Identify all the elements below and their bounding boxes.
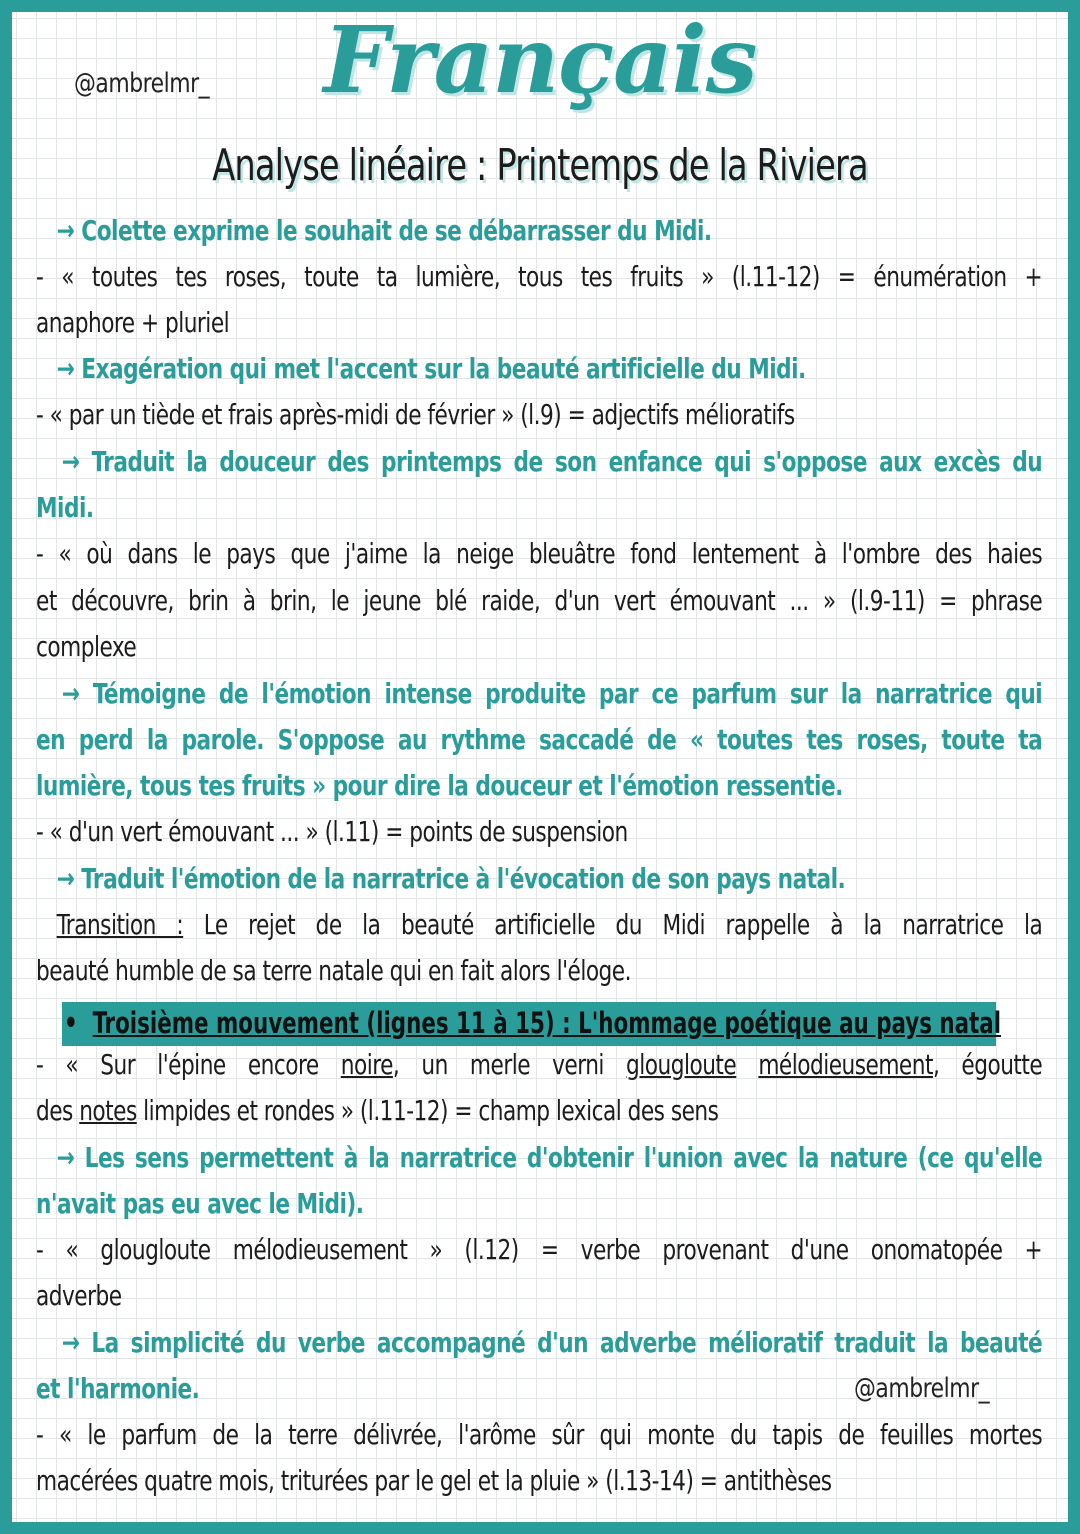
arrow-icon: → [56, 862, 75, 895]
author-handle-top: @ambrelmr_ [74, 68, 210, 99]
conclusion-line: lumière, tous tes fruits » pour dire la douceur et l'émotion ressentie. [36, 769, 843, 802]
quote-line: et découvre, brin à brin, le jeune blé raide, d'un vert émouvant ... » (l.9-11) = phrase [36, 584, 1043, 617]
conclusion-line: en perd la parole. S'oppose au rythme saccadé de « toutes tes roses, toute ta [36, 723, 1043, 756]
author-handle-bottom: @ambrelmr_ [854, 1373, 990, 1404]
arrow-icon: → [56, 352, 75, 385]
arrow-icon: → [61, 445, 80, 478]
transition-line: Transition : Le rejet de la beauté artificielle du Midi rappelle à la narratrice la [56, 908, 1043, 941]
quote-line: - « toutes tes roses, toute ta lumière, tous tes fruits » (l.11-12) = énumération + [36, 260, 1043, 293]
conclusion-line: et l'harmonie. [36, 1372, 200, 1405]
conclusion-line: → Colette exprime le souhait de se débarrasser du Midi. [36, 208, 1042, 254]
conclusion-line: → Les sens permettent à la narratrice d'obtenir l'union avec la nature (ce qu'elle [36, 1135, 1042, 1181]
quote-line: macérées quatre mois, triturées par le gel et la pluie » (l.13-14) = antithèses [36, 1464, 832, 1497]
page-title: Français [323, 12, 757, 114]
quote-line: - « par un tiède et frais après-midi de février » (l.9) = adjectifs mélioratifs [36, 398, 795, 431]
conclusion-line: n'avait pas eu avec le Midi). [36, 1187, 364, 1220]
arrow-icon: → [56, 1141, 75, 1174]
conclusion-line: → Témoigne de l'émotion intense produite par ce parfum sur la narratrice qui [36, 671, 1042, 717]
quote-line: des notes limpides et rondes » (l.11-12) = champ lexical des sens [36, 1094, 719, 1127]
quote-line: - « Sur l'épine encore noire, un merle verni glougloute mélodieusement, égoutte [36, 1048, 1043, 1081]
quote-line: - « glougloute mélodieusement » (l.12) = verbe provenant d'une onomatopée + [36, 1233, 1043, 1266]
conclusion-line: Midi. [36, 491, 94, 524]
transition-label: Transition : [56, 908, 184, 941]
quote-line: - « où dans le pays que j'aime la neige bleuâtre fond lentement à l'ombre des haies [36, 537, 1043, 570]
text-line: beauté humble de sa terre natale qui en fait alors l'éloge. [36, 954, 631, 987]
conclusion-line: → Traduit la douceur des printemps de son enfance qui s'oppose aux excès du [36, 439, 1042, 485]
arrow-icon: → [61, 677, 80, 710]
section-heading: • Troisième mouvement (lignes 11 à 15) : L'hommage poétique au pays natal [64, 1006, 1002, 1040]
conclusion-line: → Exagération qui met l'accent sur la beauté artificielle du Midi. [36, 346, 1042, 392]
page-subtitle: Analyse linéaire : Printemps de la Riviera [212, 140, 868, 191]
conclusion-line: → La simplicité du verbe accompagné d'un adverbe mélioratif traduit la beauté [36, 1320, 1042, 1366]
arrow-icon: → [61, 1326, 80, 1359]
text-line: complexe [36, 630, 137, 663]
conclusion-line: → Traduit l'émotion de la narratrice à l'évocation de son pays natal. [36, 856, 1042, 902]
text-line: adverbe [36, 1279, 122, 1312]
bullet-icon: • [64, 1006, 78, 1040]
quote-line: - « le parfum de la terre délivrée, l'arôme sûr qui monte du tapis de feuilles mortes [36, 1418, 1043, 1451]
text-line: anaphore + pluriel [36, 306, 230, 339]
arrow-icon: → [56, 214, 75, 247]
note-page [12, 12, 1068, 1522]
quote-line: - « d'un vert émouvant ... » (l.11) = points de suspension [36, 815, 628, 848]
